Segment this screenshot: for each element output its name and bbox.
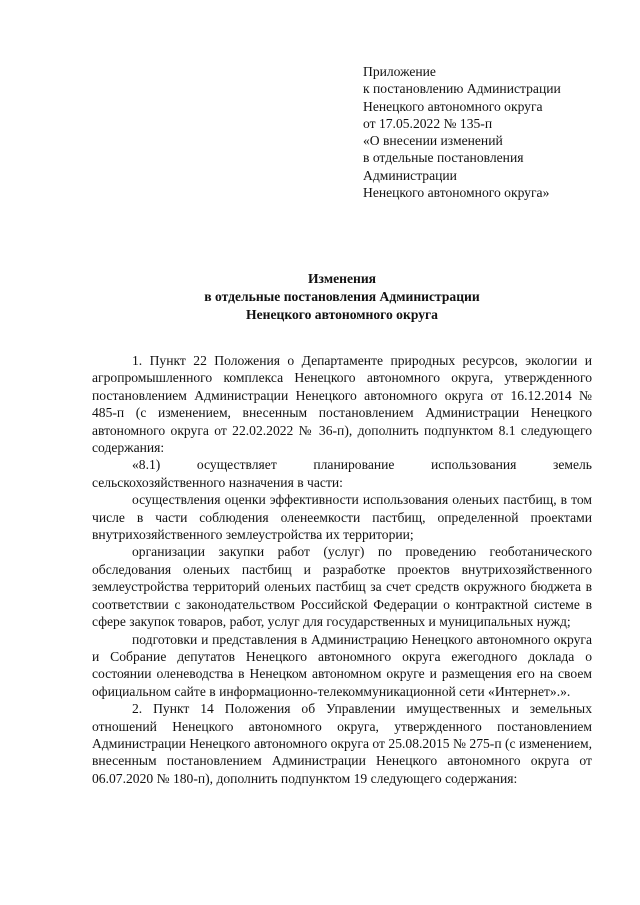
paragraph: организации закупки работ (услуг) по проведению геоботанического обследования оленьих пастбищ и разработке проектов внутрихозяйственного землеустройства территорий оленьих пастбищ за счет средств окружного бюджета в соответствии с законодательством Российской Федерации о контрактной системе в сфере закупок товаров, работ, услуг для государственных и муниципальных нужд; bbox=[92, 544, 592, 630]
appendix-line: к постановлению Администрации bbox=[363, 81, 561, 97]
paragraph: осуществления оценки эффективности использования оленьих пастбищ, в том числе в части соблюдения оленеемкости пастбищ, определенной проектами внутрихозяйственного землеустройства их территории; bbox=[92, 492, 592, 543]
document-title bbox=[92, 270, 592, 324]
document-body bbox=[92, 352, 592, 787]
title-line: Изменения bbox=[307, 271, 377, 286]
appendix-line: Ненецкого автономного округа» bbox=[363, 185, 550, 201]
appendix-header bbox=[363, 63, 633, 201]
appendix-line: Приложение bbox=[363, 64, 436, 79]
paragraph: 2. Пункт 14 Положения об Управлении имущественных и земельных отношений Ненецкого автономного округа, утвержденного постановлением Администрации Ненецкого автономного округа от 25.08.2015 № 275-п (с изменением, внесенным постановлением Администрации Ненецкого автономного округа от 06.07.2020 № 180-п), дополнить подпунктом 19 следующего содержания: bbox=[92, 701, 592, 786]
appendix-line: в отдельные постановления bbox=[363, 150, 524, 166]
paragraph: «8.1) осуществляет планирование использования земель сельскохозяйственного назначения в части: bbox=[92, 457, 592, 490]
title-line: Ненецкого автономного округа bbox=[246, 307, 438, 322]
appendix-line: Администрации bbox=[363, 167, 457, 183]
appendix-line: от 17.05.2022 № 135-п bbox=[363, 115, 493, 131]
paragraph: 1. Пункт 22 Положения о Департаменте природных ресурсов, экологии и агропромышленного комплекса Ненецкого автономного округа, утвержденного постановлением Администрации Ненецкого автономного округа от 16.12.2014 № 485-п (с изменением, внесенным постановлением Администрации Ненецкого автономного округа от 22.02.2022 № 36-п), дополнить подпунктом 8.1 следующего содержания: bbox=[92, 353, 592, 456]
paragraph: подготовки и представления в Администрацию Ненецкого автономного округа и Собрание депутатов Ненецкого автономного округа ежегодного доклада о состоянии оленеводства в Ненецком автономном округе и размещения его на своем официальном сайте в информационно-телекоммуникационной сети «Интернет».». bbox=[92, 631, 592, 699]
title-line: в отдельные постановления Администрации bbox=[204, 289, 480, 304]
appendix-line: «О внесении изменений bbox=[363, 133, 503, 149]
appendix-line: Ненецкого автономного округа bbox=[363, 98, 543, 114]
